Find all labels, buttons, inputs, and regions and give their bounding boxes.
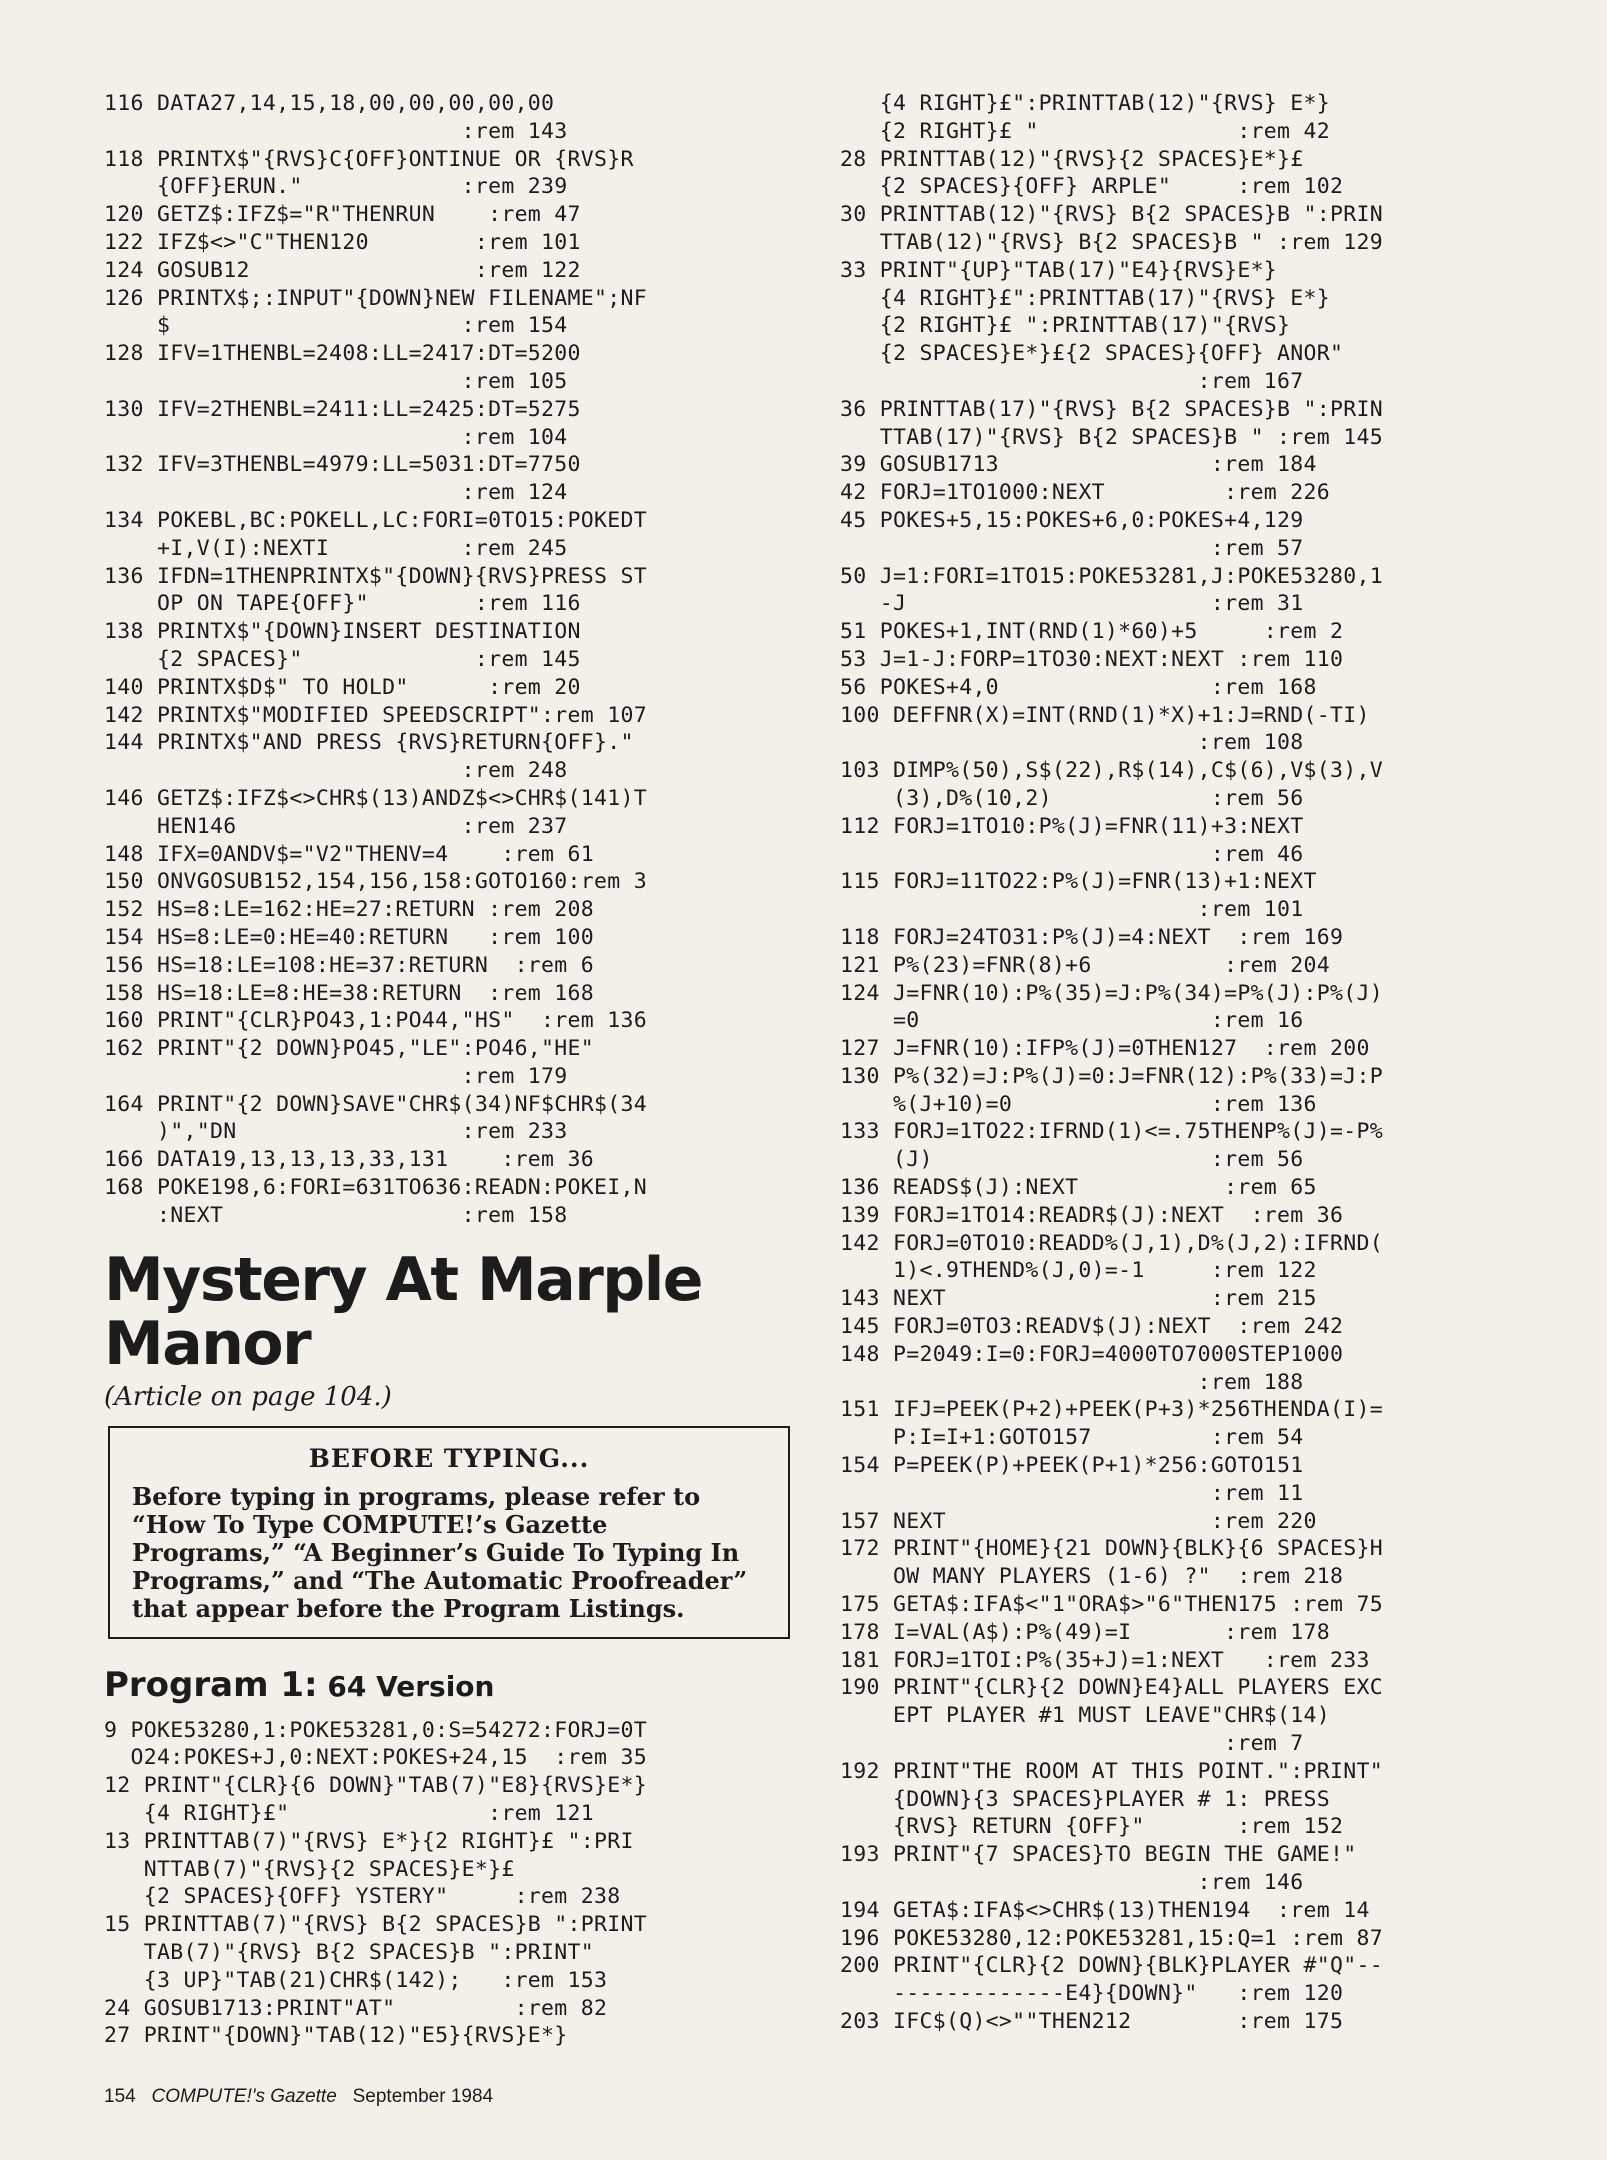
article-title-line-2: Manor — [104, 1308, 311, 1379]
before-typing-title: BEFORE TYPING... — [308, 1443, 590, 1473]
code-line: :rem 46 — [840, 841, 1304, 867]
code-line: =0 :rem 16 — [840, 1008, 1304, 1034]
code-line: 152 HS=8:LE=162:HE=27:RETURN :rem 208 — [104, 897, 595, 923]
code-line: 148 P=2049:I=0:FORJ=4000TO7000STEP1000 — [840, 1341, 1344, 1367]
code-line: 27 PRINT"{DOWN}"TAB(12)"E5}{RVS}E*} — [104, 2023, 568, 2049]
code-line: 166 DATA19,13,13,13,33,131 :rem 36 — [104, 1147, 595, 1173]
code-line: 154 P=PEEK(P)+PEEK(P+1)*256:GOTO151 — [840, 1453, 1304, 1479]
code-line: 136 READS$(J):NEXT :rem 65 — [840, 1175, 1317, 1201]
code-line: 192 PRINT"THE ROOM AT THIS POINT.":PRINT" — [840, 1758, 1384, 1784]
code-line: 120 GETZ$:IFZ$="R"THENRUN :rem 47 — [104, 202, 581, 228]
code-line: EPT PLAYER #1 MUST LEAVE"CHR$(14) — [840, 1703, 1331, 1729]
article-title — [104, 1244, 794, 1379]
code-line: :rem 11 — [840, 1480, 1304, 1506]
left-column — [104, 90, 794, 2050]
code-line: 33 PRINT"{UP}"TAB(17)"E4}{RVS}E*} — [840, 257, 1278, 283]
code-line: 9 POKE53280,1:POKE53281,0:S=54272:FORJ=0T — [104, 1717, 648, 1743]
code-line: 1)<.9THEND%(J,0)=-1 :rem 122 — [840, 1258, 1317, 1284]
code-line: 118 PRINTX$"{RVS}C{OFF}ONTINUE OR {RVS}R — [104, 146, 634, 172]
page-number: 154 — [104, 2086, 136, 2107]
code-line: :rem 146 — [840, 1870, 1304, 1895]
program-heading — [104, 1665, 794, 1705]
issue-date: September 1984 — [352, 2086, 494, 2107]
code-line: 140 PRINTX$D$" TO HOLD" :rem 20 — [104, 674, 581, 700]
code-line: :NEXT :rem 158 — [104, 1202, 568, 1228]
code-line: {DOWN}{3 SPACES}PLAYER # 1: PRESS — [840, 1786, 1331, 1812]
code-line: :rem 248 — [104, 758, 568, 784]
code-line: 53 J=1-J:FORP=1TO30:NEXT:NEXT :rem 110 — [840, 646, 1344, 672]
code-line: )","DN :rem 233 — [104, 1119, 568, 1145]
code-listing-program-1-cont — [840, 90, 1520, 2036]
code-line: 151 IFJ=PEEK(P+2)+PEEK(P+3)*256THENDA(I)= — [840, 1397, 1384, 1423]
code-line: 24 GOSUB1713:PRINT"AT" :rem 82 — [104, 1995, 608, 2021]
code-line: 194 GETA$:IFA$<>CHR$(13)THEN194 :rem 14 — [840, 1897, 1370, 1923]
code-line: :rem 108 — [840, 730, 1304, 756]
code-line: $ :rem 154 — [104, 313, 568, 339]
article-title-line-1: Mystery At Marple — [104, 1244, 702, 1315]
code-line: 116 DATA27,14,15,18,00,00,00,00,00 — [104, 91, 555, 116]
code-line: {OFF}ERUN." :rem 239 — [104, 174, 568, 200]
code-line: 56 POKES+4,0 :rem 168 — [840, 674, 1317, 700]
code-line: {2 RIGHT}£ " :rem 42 — [840, 118, 1331, 144]
code-line: {2 SPACES}" :rem 145 — [104, 646, 581, 672]
code-line: {RVS} RETURN {OFF}" :rem 152 — [840, 1814, 1344, 1840]
code-line: 158 HS=18:LE=8:HE=38:RETURN :rem 168 — [104, 980, 595, 1006]
code-line: P:I=I+1:GOTO157 :rem 54 — [840, 1425, 1304, 1451]
code-line: 200 PRINT"{CLR}{2 DOWN}{BLK}PLAYER #"Q"-- — [840, 1953, 1384, 1979]
code-line: 50 J=1:FORI=1TO15:POKE53281,J:POKE53280,1 — [840, 563, 1384, 589]
code-line: OP ON TAPE{OFF}" :rem 116 — [104, 591, 581, 617]
code-line: :rem 105 — [104, 368, 568, 394]
code-line: :rem 143 — [104, 118, 568, 144]
code-line: O24:POKES+J,0:NEXT:POKES+24,15 :rem 35 — [104, 1745, 648, 1771]
code-line: 150 ONVGOSUB152,154,156,158:GOTO160:rem 3 — [104, 869, 648, 895]
code-line: 160 PRINT"{CLR}PO43,1:PO44,"HS" :rem 136 — [104, 1008, 648, 1034]
code-line: 100 DEFFNR(X)=INT(RND(1)*X)+1:J=RND(-TI) — [840, 702, 1370, 728]
code-line: 36 PRINTTAB(17)"{RVS} B{2 SPACES}B ":PRIN — [840, 396, 1384, 422]
code-line: 193 PRINT"{7 SPACES}TO BEGIN THE GAME!" — [840, 1842, 1357, 1868]
before-typing-text: Before typing in programs, please refer to “How To Type COMPUTE!’s Gazette Programs,” “A Beginner’s Guide To Typing In Programs,” and “The Automatic Proofreader” that appear before the Program Listings. — [132, 1481, 748, 1623]
code-line: 112 FORJ=1TO10:P%(J)=FNR(11)+3:NEXT — [840, 813, 1304, 839]
code-line: 128 IFV=1THENBL=2408:LL=2417:DT=5200 — [104, 341, 581, 367]
code-line: 124 GOSUB12 :rem 122 — [104, 257, 581, 283]
code-line: :rem 104 — [104, 424, 568, 450]
code-line: HEN146 :rem 237 — [104, 813, 568, 839]
code-line: (J) :rem 56 — [840, 1147, 1304, 1173]
program-heading-main: Program 1: — [104, 1664, 318, 1705]
code-line: -J :rem 31 — [840, 591, 1304, 617]
code-line: 142 PRINTX$"MODIFIED SPEEDSCRIPT":rem 107 — [104, 702, 648, 728]
code-line: 12 PRINT"{CLR}{6 DOWN}"TAB(7)"E8}{RVS}E*} — [104, 1773, 648, 1799]
code-line: 127 J=FNR(10):IFP%(J)=0THEN127 :rem 200 — [840, 1036, 1370, 1062]
code-line: 122 IFZ$<>"C"THEN120 :rem 101 — [104, 229, 581, 255]
code-line: 175 GETA$:IFA$<"1"ORA$>"6"THEN175 :rem 75 — [840, 1592, 1384, 1618]
code-line: {4 RIGHT}£" :rem 121 — [104, 1801, 595, 1827]
code-line: 138 PRINTX$"{DOWN}INSERT DESTINATION — [104, 619, 581, 645]
code-line: :rem 101 — [840, 897, 1304, 923]
code-line: OW MANY PLAYERS (1-6) ?" :rem 218 — [840, 1564, 1344, 1590]
code-line: 145 FORJ=0TO3:READV$(J):NEXT :rem 242 — [840, 1314, 1344, 1340]
code-line: 39 GOSUB1713 :rem 184 — [840, 452, 1317, 478]
code-line: -------------E4}{DOWN}" :rem 120 — [840, 1981, 1344, 2007]
code-line: 15 PRINTTAB(7)"{RVS} B{2 SPACES}B ":PRINT — [104, 1912, 648, 1938]
code-line: 45 POKES+5,15:POKES+6,0:POKES+4,129 — [840, 507, 1304, 533]
code-line: :rem 188 — [840, 1369, 1304, 1395]
code-line: 162 PRINT"{2 DOWN}PO45,"LE":PO46,"HE" — [104, 1036, 595, 1062]
code-line: 132 IFV=3THENBL=4979:LL=5031:DT=7750 — [104, 452, 581, 478]
code-line: :rem 179 — [104, 1063, 568, 1089]
code-line: 142 FORJ=0TO10:READD%(J,1),D%(J,2):IFRND( — [840, 1230, 1384, 1256]
code-line: 103 DIMP%(50),S$(22),R$(14),C$(6),V$(3),V — [840, 758, 1384, 784]
code-line: 172 PRINT"{HOME}{21 DOWN}{BLK}{6 SPACES}H — [840, 1536, 1384, 1562]
publication-name: COMPUTE!'s Gazette — [151, 2086, 337, 2107]
code-line: 30 PRINTTAB(12)"{RVS} B{2 SPACES}B ":PRIN — [840, 202, 1384, 228]
code-line: :rem 7 — [840, 1731, 1304, 1757]
code-line: +I,V(I):NEXTI :rem 245 — [104, 535, 568, 561]
before-typing-box — [108, 1426, 790, 1639]
code-line: 133 FORJ=1TO22:IFRND(1)<=.75THENP%(J)=-P% — [840, 1119, 1384, 1145]
code-line: 164 PRINT"{2 DOWN}SAVE"CHR$(34)NF$CHR$(34 — [104, 1091, 648, 1117]
code-line: 148 IFX=0ANDV$="V2"THENV=4 :rem 61 — [104, 841, 595, 867]
code-line: :rem 124 — [104, 480, 568, 506]
code-line: (3),D%(10,2) :rem 56 — [840, 785, 1304, 811]
code-line: 157 NEXT :rem 220 — [840, 1508, 1317, 1534]
code-line: {2 RIGHT}£ ":PRINTTAB(17)"{RVS} — [840, 313, 1291, 339]
code-line: TTAB(12)"{RVS} B{2 SPACES}B " :rem 129 — [840, 229, 1384, 255]
page-footer — [104, 2086, 493, 2108]
code-line: :rem 167 — [840, 368, 1304, 394]
code-line: 144 PRINTX$"AND PRESS {RVS}RETURN{OFF}." — [104, 730, 634, 756]
code-line: {2 SPACES}{OFF} ARPLE" :rem 102 — [840, 174, 1344, 200]
code-line: 146 GETZ$:IFZ$<>CHR$(13)ANDZ$<>CHR$(141)T — [104, 785, 648, 811]
code-line: 130 IFV=2THENBL=2411:LL=2425:DT=5275 — [104, 396, 581, 422]
code-line: 28 PRINTTAB(12)"{RVS}{2 SPACES}E*}£ — [840, 146, 1304, 172]
code-line: {4 RIGHT}£":PRINTTAB(12)"{RVS} E*} — [840, 91, 1331, 116]
code-line: 13 PRINTTAB(7)"{RVS} E*}{2 RIGHT}£ ":PRI — [104, 1828, 634, 1854]
code-line: {4 RIGHT}£":PRINTTAB(17)"{RVS} E*} — [840, 285, 1331, 311]
code-line: 134 POKEBL,BC:POKELL,LC:FORI=0TO15:POKEDT — [104, 507, 648, 533]
code-line: 42 FORJ=1TO1000:NEXT :rem 226 — [840, 480, 1331, 506]
code-line: 121 P%(23)=FNR(8)+6 :rem 204 — [840, 952, 1331, 978]
right-column — [840, 90, 1520, 2036]
code-line: :rem 57 — [840, 535, 1304, 561]
code-line: TAB(7)"{RVS} B{2 SPACES}B ":PRINT" — [104, 1940, 595, 1966]
code-line: 203 IFC$(Q)<>""THEN212 :rem 175 — [840, 2008, 1344, 2034]
code-line: 130 P%(32)=J:P%(J)=0:J=FNR(12):P%(33)=J:P — [840, 1063, 1384, 1089]
code-line: 154 HS=8:LE=0:HE=40:RETURN :rem 100 — [104, 924, 595, 950]
code-line: TTAB(17)"{RVS} B{2 SPACES}B " :rem 145 — [840, 424, 1384, 450]
code-line: 181 FORJ=1TOI:P%(35+J)=1:NEXT :rem 233 — [840, 1647, 1370, 1673]
code-line: 143 NEXT :rem 215 — [840, 1286, 1317, 1312]
code-line: NTTAB(7)"{RVS}{2 SPACES}E*}£ — [104, 1856, 515, 1882]
code-line: 136 IFDN=1THENPRINTX$"{DOWN}{RVS}PRESS ST — [104, 563, 648, 589]
code-line: 156 HS=18:LE=108:HE=37:RETURN :rem 6 — [104, 952, 595, 978]
code-line: {2 SPACES}{OFF} YSTERY" :rem 238 — [104, 1884, 621, 1910]
program-heading-sub: 64 Version — [317, 1669, 495, 1703]
code-line: 126 PRINTX$;:INPUT"{DOWN}NEW FILENAME";NF — [104, 285, 648, 311]
code-line: 168 POKE198,6:FORI=631TO636:READN:POKEI,N — [104, 1175, 648, 1201]
code-line: 196 POKE53280,12:POKE53281,15:Q=1 :rem 87 — [840, 1925, 1384, 1951]
code-line: 190 PRINT"{CLR}{2 DOWN}E4}ALL PLAYERS EXC — [840, 1675, 1384, 1701]
article-reference: (Article on page 104.) — [104, 1381, 392, 1412]
code-line: {2 SPACES}E*}£{2 SPACES}{OFF} ANOR" — [840, 341, 1344, 367]
code-line: {3 UP}"TAB(21)CHR$(142); :rem 153 — [104, 1967, 608, 1993]
code-line: %(J+10)=0 :rem 136 — [840, 1091, 1317, 1117]
code-listing-program-1 — [104, 1717, 794, 2051]
code-line: 115 FORJ=11TO22:P%(J)=FNR(13)+1:NEXT — [840, 869, 1317, 895]
code-line: 118 FORJ=24TO31:P%(J)=4:NEXT :rem 169 — [840, 924, 1344, 950]
code-line: 124 J=FNR(10):P%(35)=J:P%(34)=P%(J):P%(J) — [840, 980, 1384, 1006]
code-line: 51 POKES+1,INT(RND(1)*60)+5 :rem 2 — [840, 619, 1344, 645]
code-line: 139 FORJ=1TO14:READR$(J):NEXT :rem 36 — [840, 1202, 1344, 1228]
code-line: 178 I=VAL(A$):P%(49)=I :rem 178 — [840, 1619, 1331, 1645]
code-listing-continued — [104, 90, 794, 1230]
